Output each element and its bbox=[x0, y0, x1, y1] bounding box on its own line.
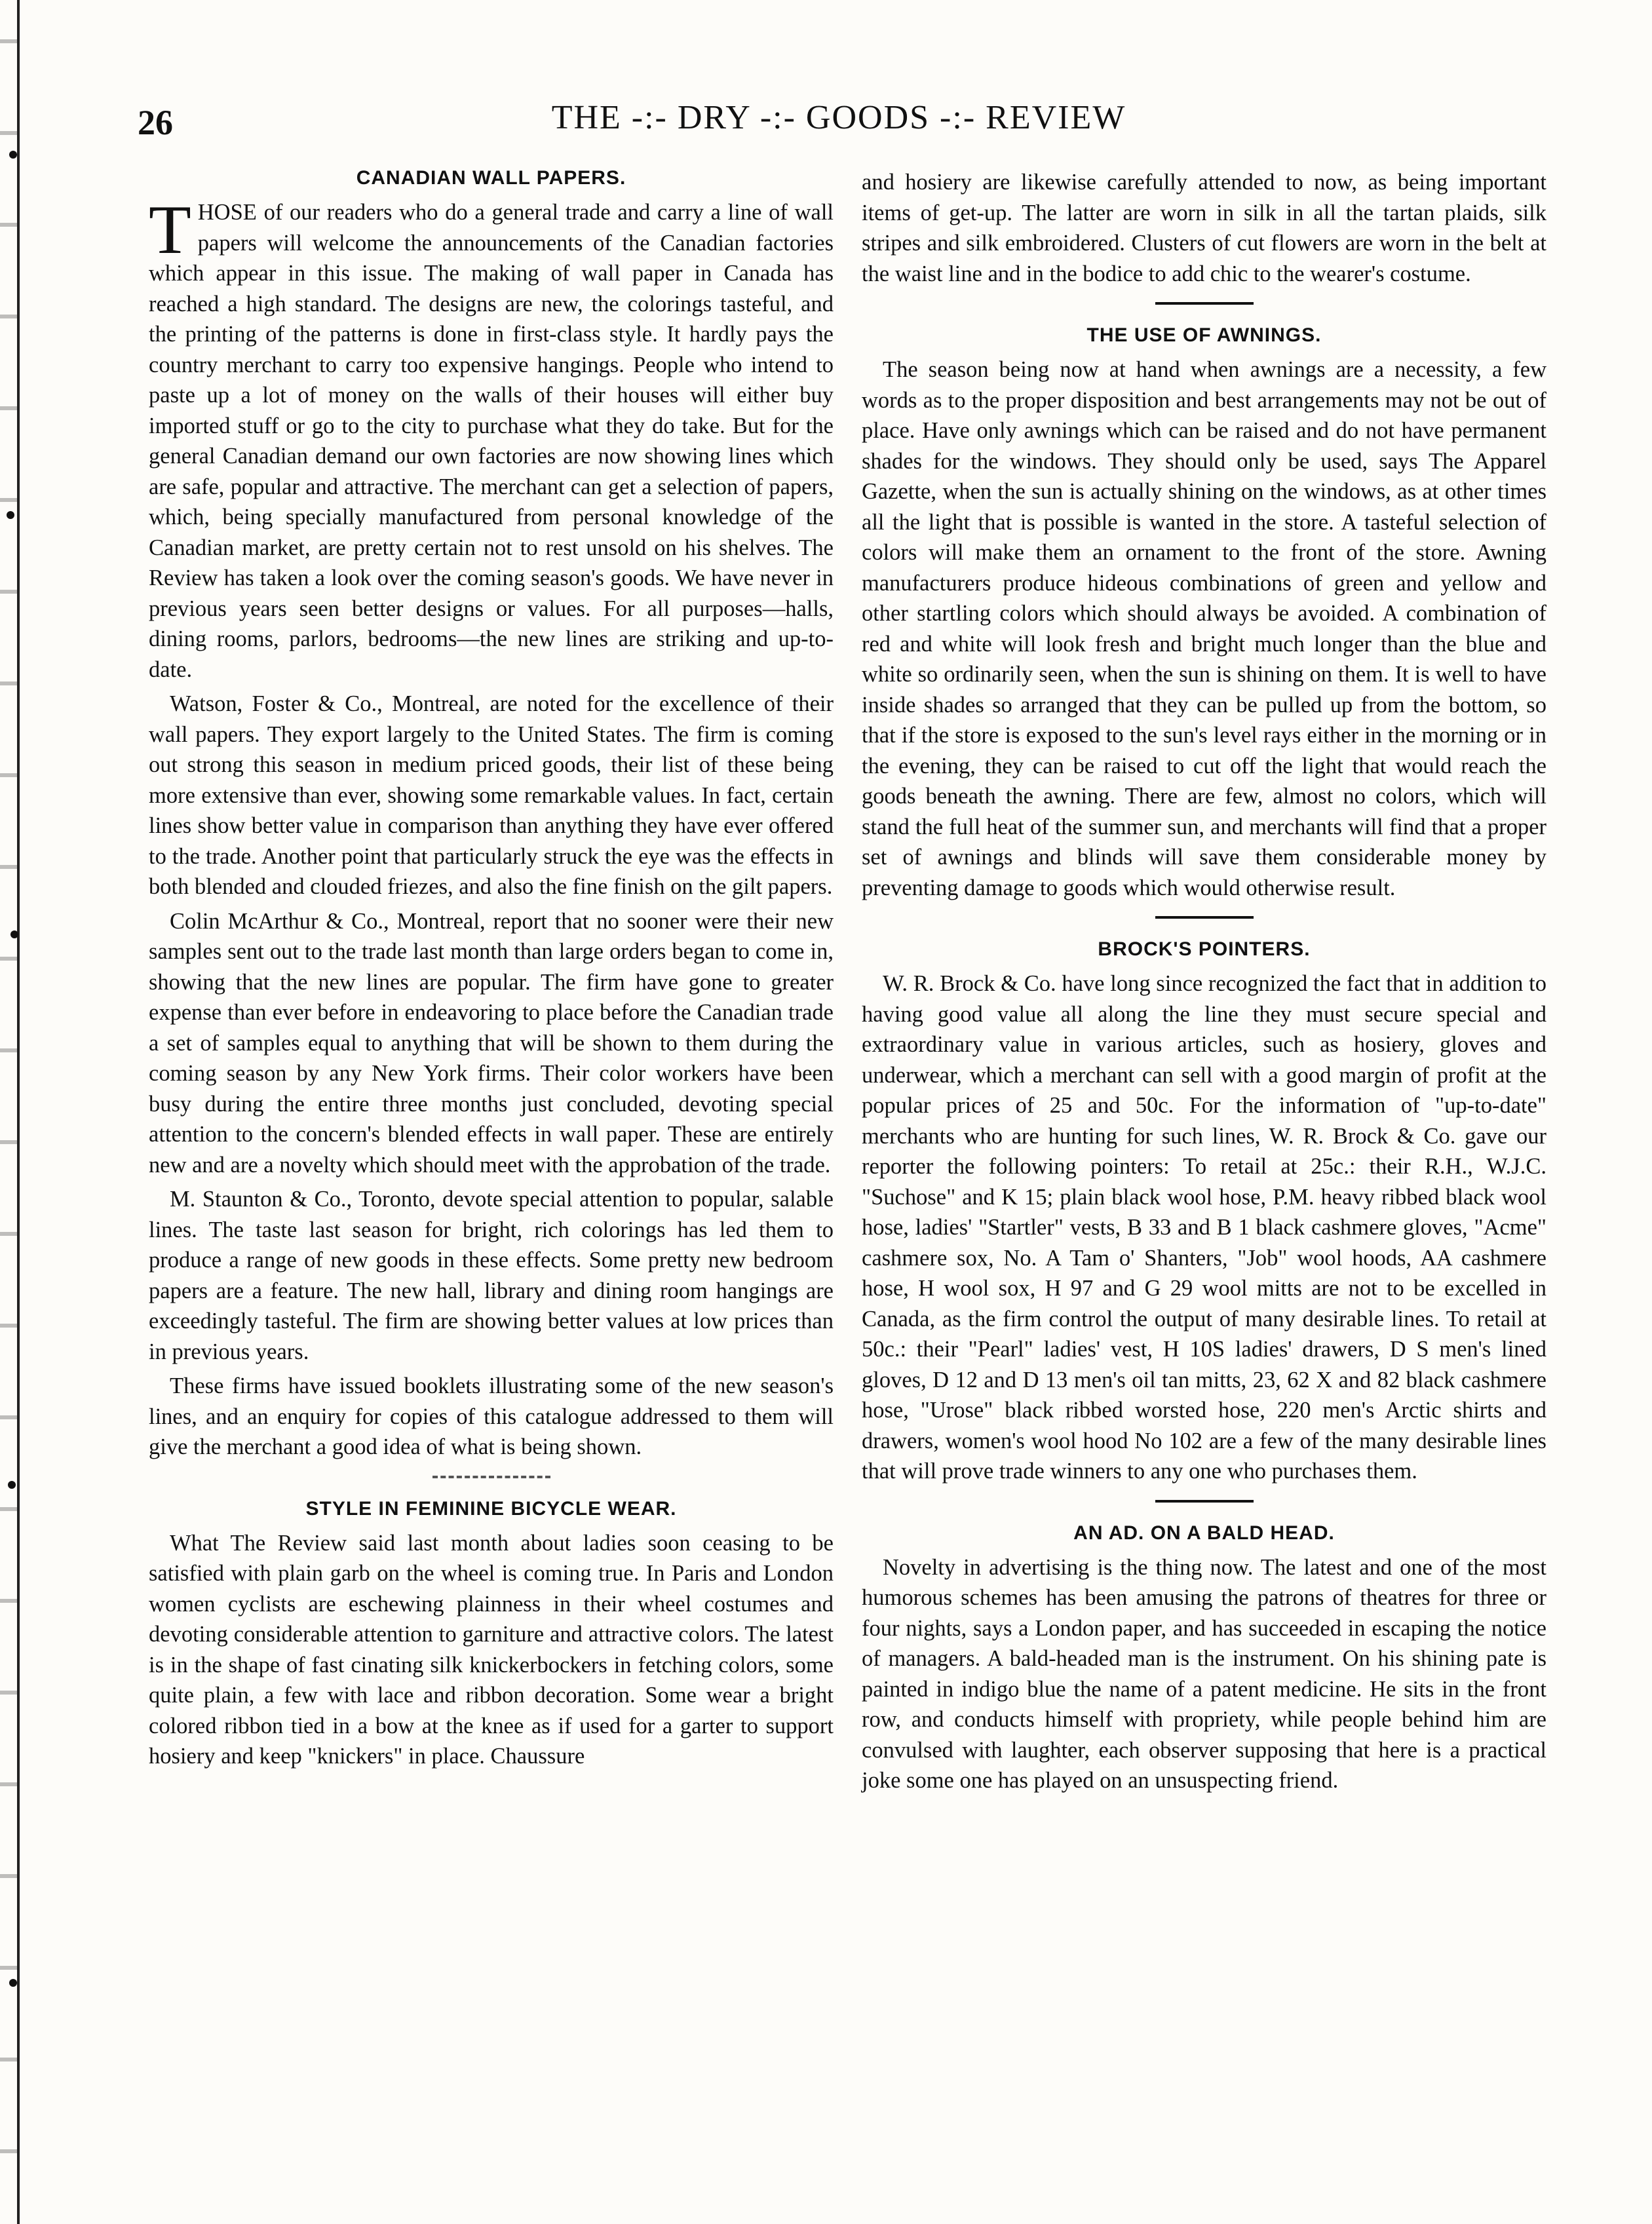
section-divider bbox=[1155, 302, 1254, 305]
running-title: THE -:- DRY -:- GOODS -:- REVIEW bbox=[551, 99, 1126, 136]
heading-canadian-wall-papers: CANADIAN WALL PAPERS. bbox=[356, 167, 626, 189]
heading-use-of-awnings: THE USE OF AWNINGS. bbox=[1086, 324, 1322, 346]
section-divider bbox=[1155, 1500, 1254, 1503]
article-paragraph: What The Review said last month about ladies soon ceasing to be satisfied with plain garb on the wheel is coming true. In Paris and London women cyclists are eschewing plainness in their wheel costumes and devoting considerable attention to garniture and attractive colors. The latest is in the shape of fast cinating silk knickerbockers in fetching colors, some quite plain, a few with lace and ribbon decoration. Some wear a bright colored ribbon tied in a bow at the knee as if used for a garter to support hosiery and keep "knickers" in place. Chaussure bbox=[149, 1530, 834, 1769]
article-paragraph: Novelty in advertising is the thing now. The latest and one of the most humorous schemes has been amusing the patrons of theatres for three or four nights, says a London paper, and has succeeded in escaping the notice of managers. A bald-headed man is the instrument. On his shining pate is painted in indigo blue the name of a patent medicine. He sits in the front row, and conducts himself with propriety, while people behind him are convulsed with laughter, each observer supposing that here is a practical joke some one has played on an unsuspecting friend. bbox=[862, 1554, 1546, 1793]
article-paragraph bbox=[149, 191, 834, 685]
article-paragraph: M. Staunton & Co., Toronto, devote special attention to popular, salable lines. The taste last season for bright, rich colorings has led them to produce a range of new goods in these effects. Some pretty new bedroom papers are a feature. The new hall, library and dining room hangings are exceedingly tasteful. The firm are showing better values at low prices than in previous years. bbox=[149, 1187, 834, 1364]
article-paragraph: W. R. Brock & Co. have long since recognized the fact that in addition to having good value all along the line they must secure special and extraordinary value in various articles, such as hosiery, gloves and underwear, which a merchant can sell with a good margin of profit at the popular prices of 25 and 50c. For the information of "up-to-date" merchants who are hunting for such lines, W. R. Brock & Co. gave our reporter the following pointers: To retail at 25c.: their R.H., W.J.C. "Suchose" and K 15; plain black wool hose, P.M. heavy ribbed black wool hose, ladies' "Startler" vests, B 33 and B 1 black cashmere gloves, "Acme" cashmere sox, No. A Tam o' Shanters, "Job" wool hoods, AA cashmere hose, H wool sox, H 97 and G 29 wool mitts are not to be excelled in Canada, as the firm control the output of many desirable lines. To retail at 50c.: their "Pearl" ladies' vest, H 10S ladies' drawers, D S men's lined gloves, D 12 and D 13 men's oil tan mitts, 23, 62 X and 82 black cashmere hose, "Urose" black ribbed worsted hose, 220 men's Arctic shirts and drawers, women's wool hood No 102 are a few of the many desirable lines that will prove trade winners to any one who purchases them. bbox=[862, 971, 1546, 1484]
article-paragraph-continued: and hosiery are likewise carefully attended to now, as being important items of get-up. The latter are worn in silk in all the tartan plaids, silk stripes and silk embroidered. Clusters of cut flowers are worn in the belt at the waist line and in the bodice to add chic to the wearer's costume. bbox=[862, 170, 1546, 286]
scan-speck bbox=[8, 1481, 16, 1489]
scan-speck bbox=[7, 511, 14, 519]
article-paragraph: Watson, Foster & Co., Montreal, are noted for the excellence of their wall papers. They export largely to the United States. The firm is coming out strong this season in medium priced goods, their list of these being more extensive than ever, showing some remarkable values. In fact, certain lines show better value in comparison than anything they have ever offered to the trade. Another point that particularly struck the eye was the effects in both blended and clouded friezes, and also the fine finish on the gilt papers. bbox=[149, 691, 834, 899]
left-column bbox=[149, 167, 834, 1772]
page-number: 26 bbox=[138, 103, 173, 142]
heading-brocks-pointers: BROCK'S POINTERS. bbox=[1098, 938, 1311, 960]
heading-ad-on-bald-head: AN AD. ON A BALD HEAD. bbox=[1073, 1522, 1335, 1544]
right-column bbox=[862, 167, 1546, 1796]
section-divider bbox=[432, 1476, 550, 1478]
drop-cap: T bbox=[149, 191, 191, 268]
scan-speck bbox=[10, 930, 18, 938]
section-divider bbox=[1155, 916, 1254, 919]
scan-speck bbox=[9, 151, 17, 159]
page-header bbox=[131, 98, 1546, 151]
article-paragraph: Colin McArthur & Co., Montreal, report that no sooner were their new samples sent out to the trade last month than large orders began to come in, showing that the new lines are popular. The firm have gone to greater expense than ever before in endeavoring to place before the Canadian trade a set of samples equal to anything that will be shown to them during the coming season by any New York firms. Their color workers have been busy during the entire three months just concluded, devoting special attention to the concern's blended effects in wall paper. These are entirely new and are a novelty which should meet with the approbation of the trade. bbox=[149, 908, 834, 1178]
scan-speck bbox=[9, 1979, 17, 1987]
article-paragraph: The season being now at hand when awnings are a necessity, a few words as to the proper disposition and best arrangements may not be out of place. Have only awnings which can be raised and do not have permanent shades for the windows. They should only be used, says The Apparel Gazette, when the sun is actually shining on the windows, as at other times all the light that is possible is wanted in the store. A tasteful selection of colors will make them an ornament to the front of the store. Awning manufacturers produce hideous combinations of green and yellow and other startling colors which should always be avoided. A combination of red and white will look fresh and bright much longer than the blue and white so ordinarily seen, when the sun is shining on them. It is well to have inside shades so arranged that they can be pulled up from the bottom, so that if the store is exposed to the sun's level rays either in the morning or in the evening, they can be raised to cut off the light that would reach the goods beneath the awning. There are few, almost no colors, which will stand the full heat of the summer sun, and merchants will find that a proper set of awnings and blinds will save them considerable money by preventing damage to goods which would otherwise result. bbox=[862, 357, 1546, 900]
binding-edge bbox=[0, 0, 20, 2224]
paragraph-text: HOSE of our readers who do a general trade and carry a line of wall papers will welcome the announcements of the Canadian factories which appear in this issue. The making of wall paper in Canada has reached a high standard. The designs are new, the colorings tasteful, and the printing of the patterns is done in first-class style. It hardly pays the country merchant to carry too expensive hangings. People who intend to paste up a lot of money on the walls of their houses will either buy imported stuff or go to the city to purchase what they do take. But for the general Canadian demand our own factories are now showing lines which are safe, popular and attractive. The merchant can get a selection of papers, which, being specially manufactured from personal knowledge of the Canadian market, are pretty certain not to rest unsold on his shelves. The Review has taken a look over the coming season's goods. We have never in previous years seen better designs or values. For all purposes—halls, dining rooms, parlors, bedrooms—the new lines are striking and up-to-date. bbox=[149, 200, 834, 682]
article-paragraph: These firms have issued booklets illustrating some of the new season's lines, and an enquiry for copies of this catalogue addressed to them will give the merchant a good idea of what is being shown. bbox=[149, 1373, 834, 1459]
heading-bicycle-wear: STYLE IN FEMININE BICYCLE WEAR. bbox=[305, 1497, 677, 1520]
